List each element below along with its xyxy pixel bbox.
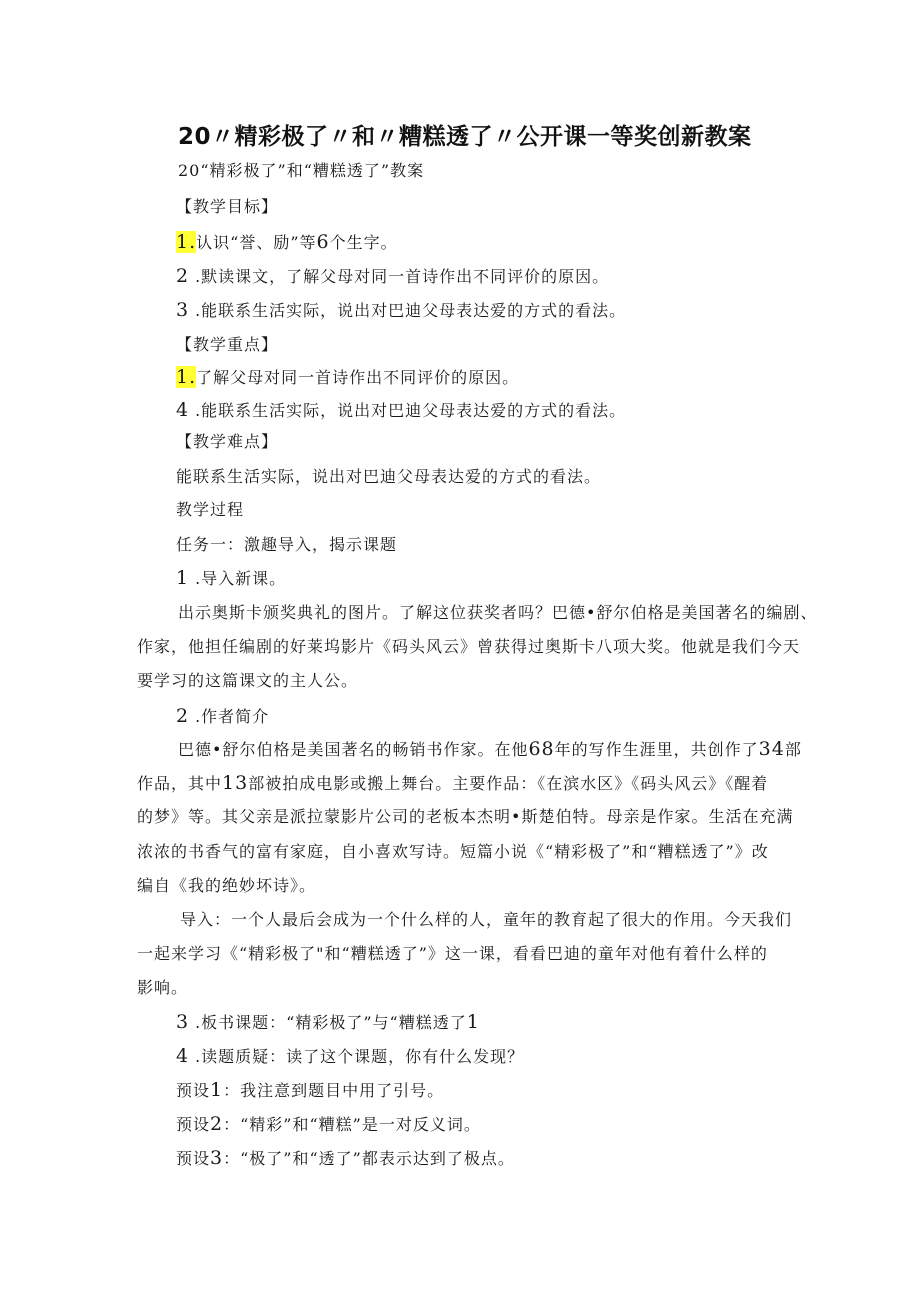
key-point-2: 4 .能联系生活实际，说出对巴迪父母表达爱的方式的看法。 — [176, 399, 627, 421]
preset-3: 预设3：“极了”和“透了”都表示达到了极点。 — [176, 1147, 515, 1169]
author-paragraph-line: 浓浓的书香气的富有家庭，自小喜欢写诗。短篇小说《“精彩极了”和“糟糕透了”》改 — [137, 842, 769, 861]
key-heading: 【教学重点】 — [176, 335, 279, 354]
step-3: 3 .板书课题：“精彩极了”与“糟糕透了1 — [176, 1011, 480, 1033]
intro-paragraph-line: 作家，他担任编剧的好莱坞影片《码头风云》曾获得过奥斯卡八项大奖。他就是我们今天 — [137, 637, 801, 656]
task-1-heading: 任务一：激趣导入，揭示课题 — [176, 535, 398, 554]
intro-paragraph-line: 要学习的这篇课文的主人公。 — [137, 671, 359, 690]
author-paragraph-line: 编自《我的绝妙坏诗》。 — [137, 876, 317, 895]
goals-heading: 【教学目标】 — [176, 197, 279, 216]
preset-2: 预设2：“精彩”和“糟糕”是一对反义词。 — [176, 1113, 481, 1135]
document-subtitle: 20“精彩极了”和“糟糕透了”教案 — [178, 161, 425, 180]
lead-in-paragraph-line: 影响。 — [137, 978, 189, 997]
step-2: 2 .作者简介 — [176, 705, 270, 727]
preset-1: 预设1：我注意到题目中用了引号。 — [176, 1079, 445, 1101]
document-title: 20〃精彩极了〃和〃糟糕透了〃公开课一等奖创新教案 — [178, 124, 752, 150]
lead-in-paragraph-line: 一起来学习《“精彩极了"和“糟糕透了”》这一课，看看巴迪的童年对他有着什么样的 — [137, 944, 768, 963]
difficulty-heading: 【教学难点】 — [176, 432, 279, 451]
difficulty-text: 能联系生活实际，说出对巴迪父母表达爱的方式的看法。 — [176, 467, 602, 486]
author-paragraph-line: 巴德•舒尔伯格是美国著名的畅销书作家。在他68年的写作生涯里，共创作了34部 — [178, 738, 802, 760]
goal-2: 2 .默读课文，了解父母对同一首诗作出不同评价的原因。 — [176, 265, 610, 287]
goal-1: 1.认识“誉、励”等6个生字。 — [176, 231, 398, 253]
author-paragraph-line: 作品，其中13部被拍成电影或搬上舞台。主要作品：《在滨水区》《码头风云》《醒着 — [137, 772, 769, 794]
intro-paragraph-line: 出示奥斯卡颁奖典礼的图片。了解这位获奖者吗？巴德•舒尔伯格是美国著名的编剧、 — [178, 603, 818, 622]
process-heading: 教学过程 — [176, 500, 245, 519]
step-1: 1 .导入新课。 — [176, 567, 287, 589]
author-paragraph-line: 的梦》等。其父亲是派拉蒙影片公司的老板本杰明•斯楚伯特。母亲是作家。生活在充满 — [137, 807, 794, 826]
goal-3: 3 .能联系生活实际，说出对巴迪父母表达爱的方式的看法。 — [176, 299, 627, 321]
lead-in-paragraph-line: 导入：一个人最后会成为一个什么样的人，童年的教育起了很大的作用。今天我们 — [180, 910, 793, 929]
step-4: 4 .读题质疑：读了这个课题，你有什么发现？ — [176, 1045, 525, 1067]
key-point-1: 1.了解父母对同一首诗作出不同评价的原因。 — [176, 366, 520, 388]
key-point-1-number-highlight: 1. — [176, 366, 197, 388]
goal-1-number-highlight: 1. — [176, 231, 197, 253]
